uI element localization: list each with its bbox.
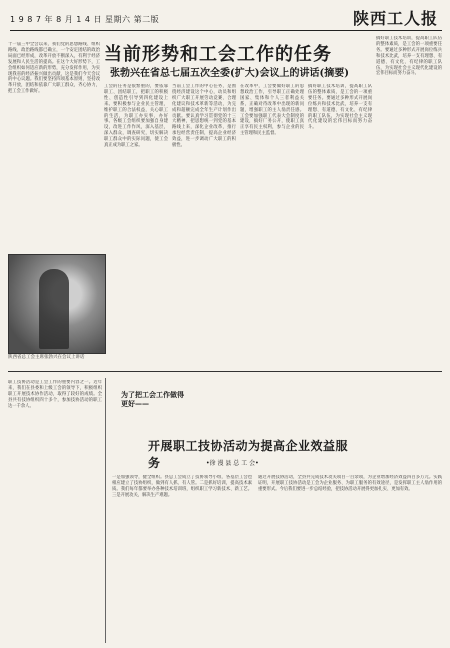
issue-date: 1 9 8 7 年 8 月 1 4 日 星期六 第二版: [10, 15, 160, 24]
article2-box-headline: 为了把工会工作做得更好——: [121, 390, 184, 408]
article1-column-2: 工会的任务是很繁重的，要依靠职工、团结职工，把职工的积极性、创造性引导到四化建设上来。要积极参与企业民主管理，维护职工的合法权益，关心职工的生活，为职工办实事、办好事。各级工会组织要加强自身建设，改进工作作风，深入基层，深入群众，调查研究，切实解决职工群众中的实际问题，使工会真正成为职工之家。: [104, 84, 168, 149]
photo-caption: 陕西省总工会主席张勃兴在会议上讲话: [8, 355, 85, 360]
article2-middle-column: 一是加强领导，健全组织。县总工会成立了技协领导小组，各基层工会也相应建立了技协组织，做到有人抓、有人管。二是抓好培训，提高技术素质。我们每年都要举办各种技术培训班，组织职工学习新技术、新工艺。三是开展攻关，解决生产难题。: [112, 475, 252, 498]
article1-column-5: 搞好职工技术培训，提高职工队伍的整体素质，是工会的一项重要任务。要通过多种形式开展岗位练兵和技术比武，培养一支有理想、有道德、有文化、有纪律的职工队伍，为实现社会主义现代化建设的宏伟目标而努力奋斗。: [308, 84, 372, 131]
article1-column-6: 搞好职工技术培训，提高职工队伍的整体素质，是工会的一项重要任务。要通过多种形式开展岗位练兵和技术比武，培养一支有理想、有道德、有文化、有纪律的职工队伍，为实现社会主义现代化建设的宏伟目标而努力奋斗。: [376, 36, 442, 77]
article1-column-1: 十一届三中全会以来，我们党的思想路线、组织路线、政治路线都已确立，一个安定团结的政治局面已经形成，改革开放不断深入，有利于经济发展和人民生活的提高。在这个大好形势下，工会组织如何适应新的形势，充分发挥作用，为实现我省的经济振兴做出贡献，这是我们今天会议的中心议题。我们要坚持四项基本原则，坚持改革开放，团结和依靠广大职工群众，齐心协力，把工会工作做好。: [8, 42, 100, 95]
article2-left-column: 职工技协活动是工会工作的重要内容之一。近年来，我们在县委和上级工会的领导下，积极组织职工开展技术协作活动，取得了较好的成绩。全县共有技协组织四十多个，参加技协活动的职工达一千余人。: [8, 380, 102, 409]
speaker-photo: [8, 254, 106, 354]
column-divider: [105, 378, 106, 643]
article2-right-column: 通过开展技协活动，全县共完成技术攻关项目一百余项，为企业增加经济效益四百多万元。实践证明，开展职工技协活动是工会为企业服务、为职工服务的有效途径，是发挥职工主人翁作用的重要形式。今后我们要进一步总结经验，把技协活动开展得更加扎实、更加有效。: [258, 475, 442, 492]
article1-column-3: 当前工会工作的中心任务，是围绕经济建设这个中心，动员和组织广大职工开展劳动竞赛、合理化建议和技术革新等活动，为完成和超额完成全年生产计划作出贡献。要认真学习贯彻党的十三大精神，把思想统一到党的基本路线上来，深化企业改革，推行承包经营责任制，提高企业经济效益，进一步调动广大职工的积极性。: [172, 84, 236, 149]
article1-subheadline: 张勃兴在省总七届五次全委(扩大)会议上的讲话(摘要): [110, 68, 349, 79]
article1-headline: 当前形势和工会工作的任务: [104, 44, 332, 65]
article1-column-4: 在改革中，工会要做好职工的思想政治工作，引导职工正确处理国家、集体和个人三者利益关系，正确对待改革中出现的新问题，增强职工的主人翁责任感。工会要加强职工代表大会制度的建设，搞好厂务公开，使职工真正享有民主权利，参与企业的民主管理和民主监督。: [240, 84, 304, 137]
section-divider: [8, 371, 442, 372]
page-header: [10, 6, 442, 31]
speaker-figure: [39, 269, 69, 349]
masthead: 陕西工人报: [352, 9, 438, 28]
article2-byline: •徐 漫 县 总 工 会•: [206, 460, 259, 467]
article2-headline: 开展职工技协活动为提高企业效益服务: [148, 439, 349, 470]
